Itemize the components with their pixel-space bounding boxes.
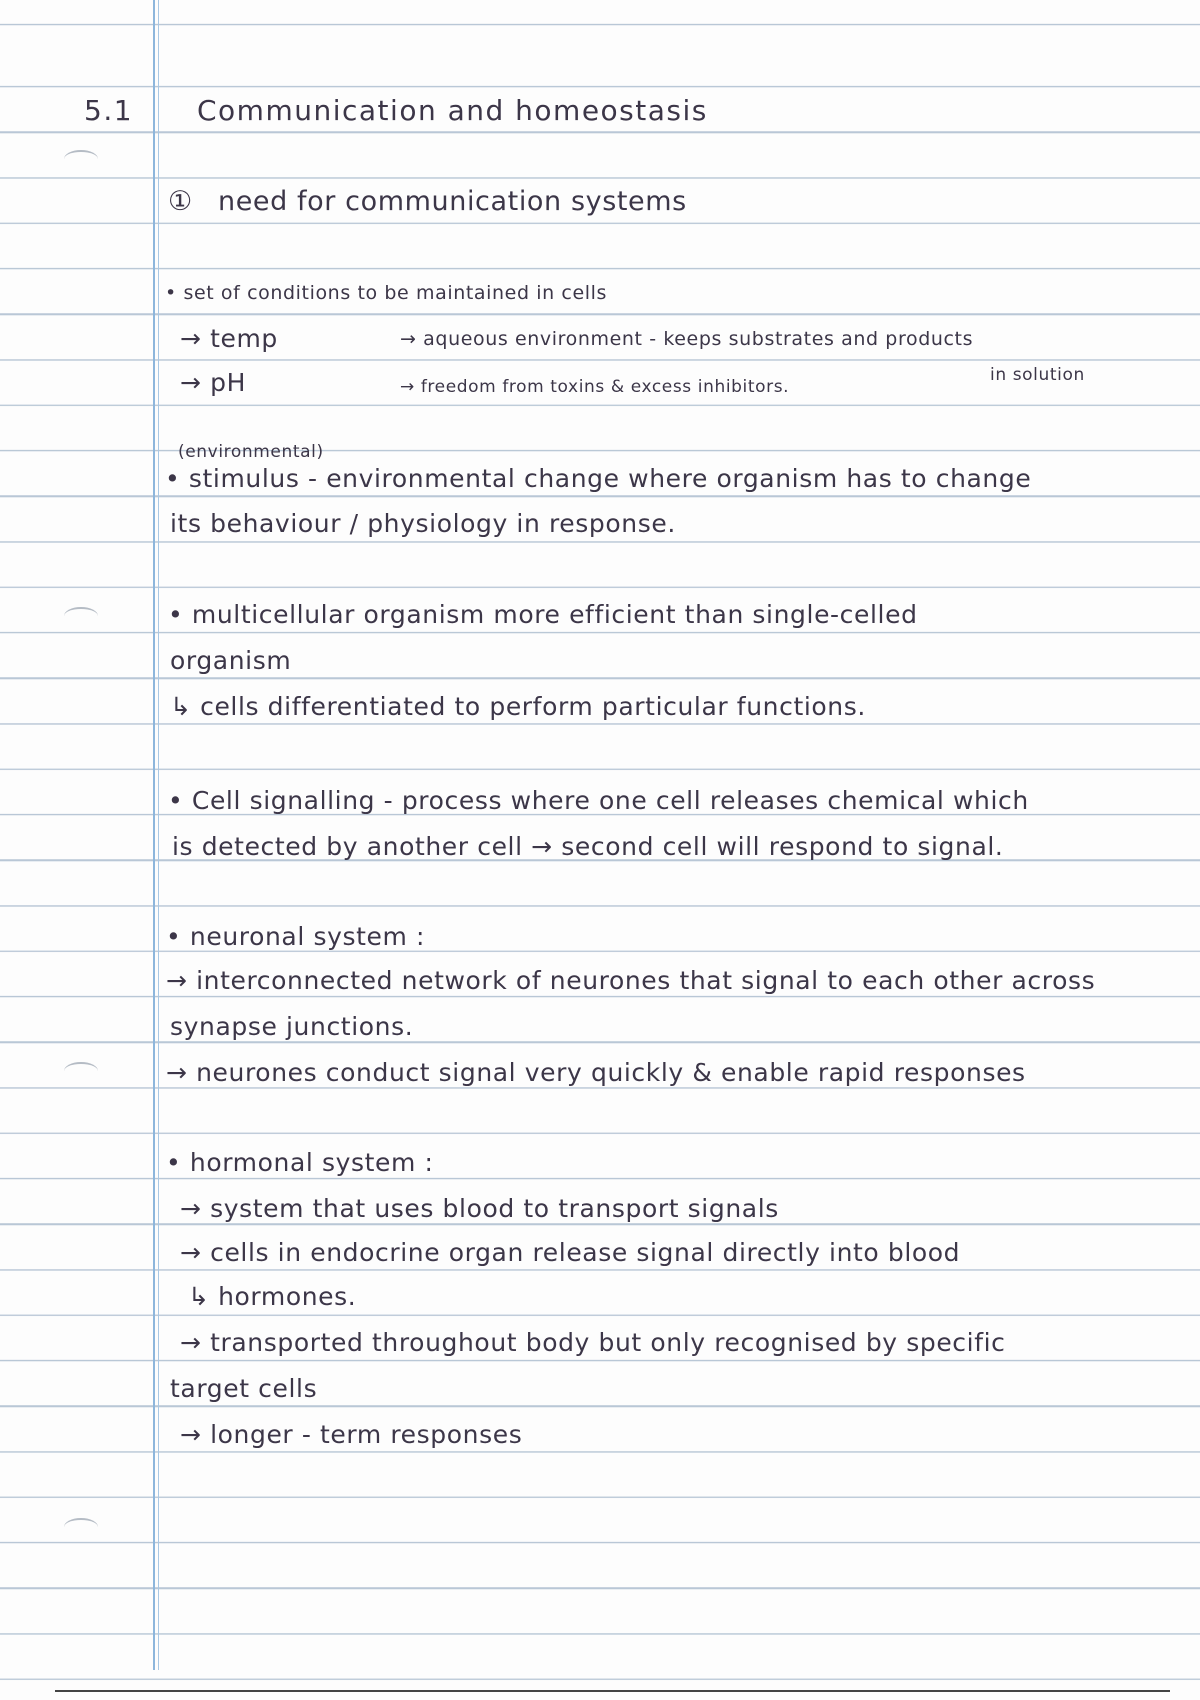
- multicellular-line-2: organism: [170, 646, 292, 675]
- neuronal-line-1: → interconnected network of neurones that signal to each other across: [166, 966, 1096, 995]
- cell-signalling-line-1: • Cell signalling - process where one cell releases chemical which: [168, 786, 1029, 815]
- punch-hole: [64, 1062, 98, 1080]
- heading-number: ①: [168, 186, 193, 217]
- neuronal-line-2: synapse junctions.: [170, 1012, 414, 1041]
- condition-temp: → temp: [180, 324, 278, 353]
- heading-text: need for communication systems: [218, 186, 687, 217]
- multicellular-line-1: • multicellular organism more efficient than single-celled: [168, 600, 918, 629]
- bottom-rule: [55, 1690, 1170, 1692]
- margin-line: [153, 0, 155, 1670]
- condition-freedom: → freedom from toxins & excess inhibitors.: [400, 377, 790, 397]
- margin-line-inner: [158, 0, 159, 1670]
- cell-signalling-line-2: is detected by another cell → second cell will respond to signal.: [172, 832, 1004, 861]
- hormonal-line-1: → system that uses blood to transport signals: [180, 1194, 779, 1223]
- stimulus-line-2: its behaviour / physiology in response.: [170, 509, 676, 538]
- punch-hole: [64, 607, 98, 625]
- hormonal-line-6: → longer - term responses: [180, 1420, 523, 1449]
- stimulus-line-1: • stimulus - environmental change where organism has to change: [165, 464, 1032, 493]
- condition-ph: → pH: [180, 368, 246, 397]
- hormonal-heading: • hormonal system :: [166, 1148, 434, 1177]
- hormonal-line-2: → cells in endocrine organ release signal directly into blood: [180, 1238, 961, 1267]
- neuronal-heading: • neuronal system :: [166, 922, 425, 951]
- punch-hole: [64, 150, 98, 168]
- multicellular-line-3: ↳ cells differentiated to perform particular functions.: [170, 692, 866, 721]
- stimulus-annotation: (environmental): [178, 442, 324, 462]
- neuronal-line-3: → neurones conduct signal very quickly & enable rapid responses: [166, 1058, 1026, 1087]
- hormonal-line-5: target cells: [170, 1374, 318, 1403]
- page-title: Communication and homeostasis: [197, 94, 708, 127]
- condition-aqueous: → aqueous environment - keeps substrates and products: [400, 328, 974, 350]
- section-number: 5.1: [84, 94, 134, 127]
- conditions-intro: • set of conditions to be maintained in cells: [165, 282, 607, 304]
- hormonal-line-4: → transported throughout body but only recognised by specific: [180, 1328, 1006, 1357]
- condition-in-solution: in solution: [990, 365, 1085, 385]
- hormonal-line-3: ↳ hormones.: [188, 1282, 357, 1311]
- punch-hole: [64, 1518, 98, 1536]
